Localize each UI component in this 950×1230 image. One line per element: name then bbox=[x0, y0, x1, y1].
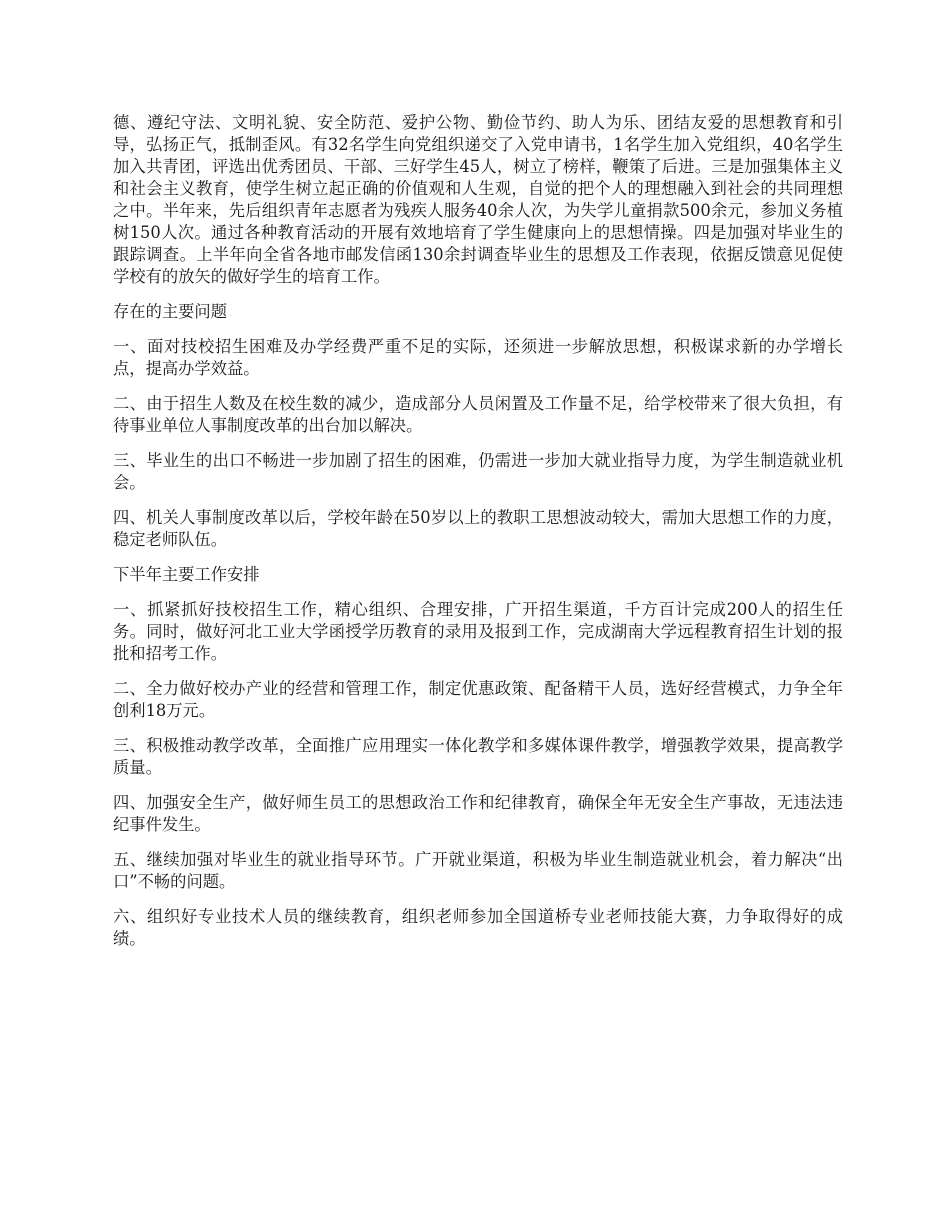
problem-item: 四、机关人事制度改革以后，学校年龄在50岁以上的教职工思想波动较大，需加大思想工作的力度，稳定老师队伍。 bbox=[113, 508, 843, 549]
plan-item: 一、抓紧抓好技校招生工作，精心组织、合理安排，广开招生渠道，千方百计完成200人的招生任务。同时，做好河北工业大学函授学历教育的录用及报到工作，完成湖南大学远程教育招生计划的报批和招考工作。 bbox=[113, 600, 843, 663]
document-page bbox=[113, 112, 843, 963]
plan-item: 四、加强安全生产，做好师生员工的思想政治工作和纪律教育，确保全年无安全生产事故，无违法违纪事件发生。 bbox=[113, 793, 843, 834]
problem-item: 三、毕业生的出口不畅进一步加剧了招生的困难，仍需进一步加大就业指导力度，为学生制造就业机会。 bbox=[113, 451, 843, 492]
problem-item: 一、面对技校招生困难及办学经费严重不足的实际，还须进一步解放思想，积极谋求新的办学增长点，提高办学效益。 bbox=[113, 337, 843, 378]
section-heading-plans: 下半年主要工作安排 bbox=[113, 565, 260, 584]
problem-item: 二、由于招生人数及在校生数的减少，造成部分人员闲置及工作量不足，给学校带来了很大负担，有待事业单位人事制度改革的出台加以解决。 bbox=[113, 394, 843, 435]
intro-paragraph: 德、遵纪守法、文明礼貌、安全防范、爱护公物、勤俭节约、助人为乐、团结友爱的思想教育和引导，弘扬正气，抵制歪风。有32名学生向党组织递交了入党申请书，1名学生加入党组织，40名学生加入共青团，评选出优秀团员、干部、三好学生45人，树立了榜样，鞭策了后进。三是加强集体主义和社会主义教育，使学生树立起正确的价值观和人生观，自觉的把个人的理想融入到社会的共同理想之中。半年来，先后组织青年志愿者为残疾人服务40余人次，为失学儿童捐款500余元，参加义务植树150人次。通过各种教育活动的开展有效地培育了学生健康向上的思想情操。四是加强对毕业生的跟踪调查。上半年向全省各地市邮发信函130余封调查毕业生的思想及工作表现，依据反馈意见促使学校有的放矢的做好学生的培育工作。 bbox=[113, 113, 843, 286]
plan-item: 六、组织好专业技术人员的继续教育，组织老师参加全国道桥专业老师技能大赛，力争取得好的成绩。 bbox=[113, 907, 843, 948]
plan-item: 五、继续加强对毕业生的就业指导环节。广开就业渠道，积极为毕业生制造就业机会，着力解决“出口”不畅的问题。 bbox=[113, 850, 843, 891]
plan-item: 三、积极推动教学改革，全面推广应用理实一体化教学和多媒体课件教学，增强教学效果，提高教学质量。 bbox=[113, 736, 843, 777]
plan-item: 二、全力做好校办产业的经营和管理工作，制定优惠政策、配备精干人员，选好经营模式，力争全年创利18万元。 bbox=[113, 679, 843, 720]
section-heading-problems: 存在的主要问题 bbox=[113, 302, 227, 321]
